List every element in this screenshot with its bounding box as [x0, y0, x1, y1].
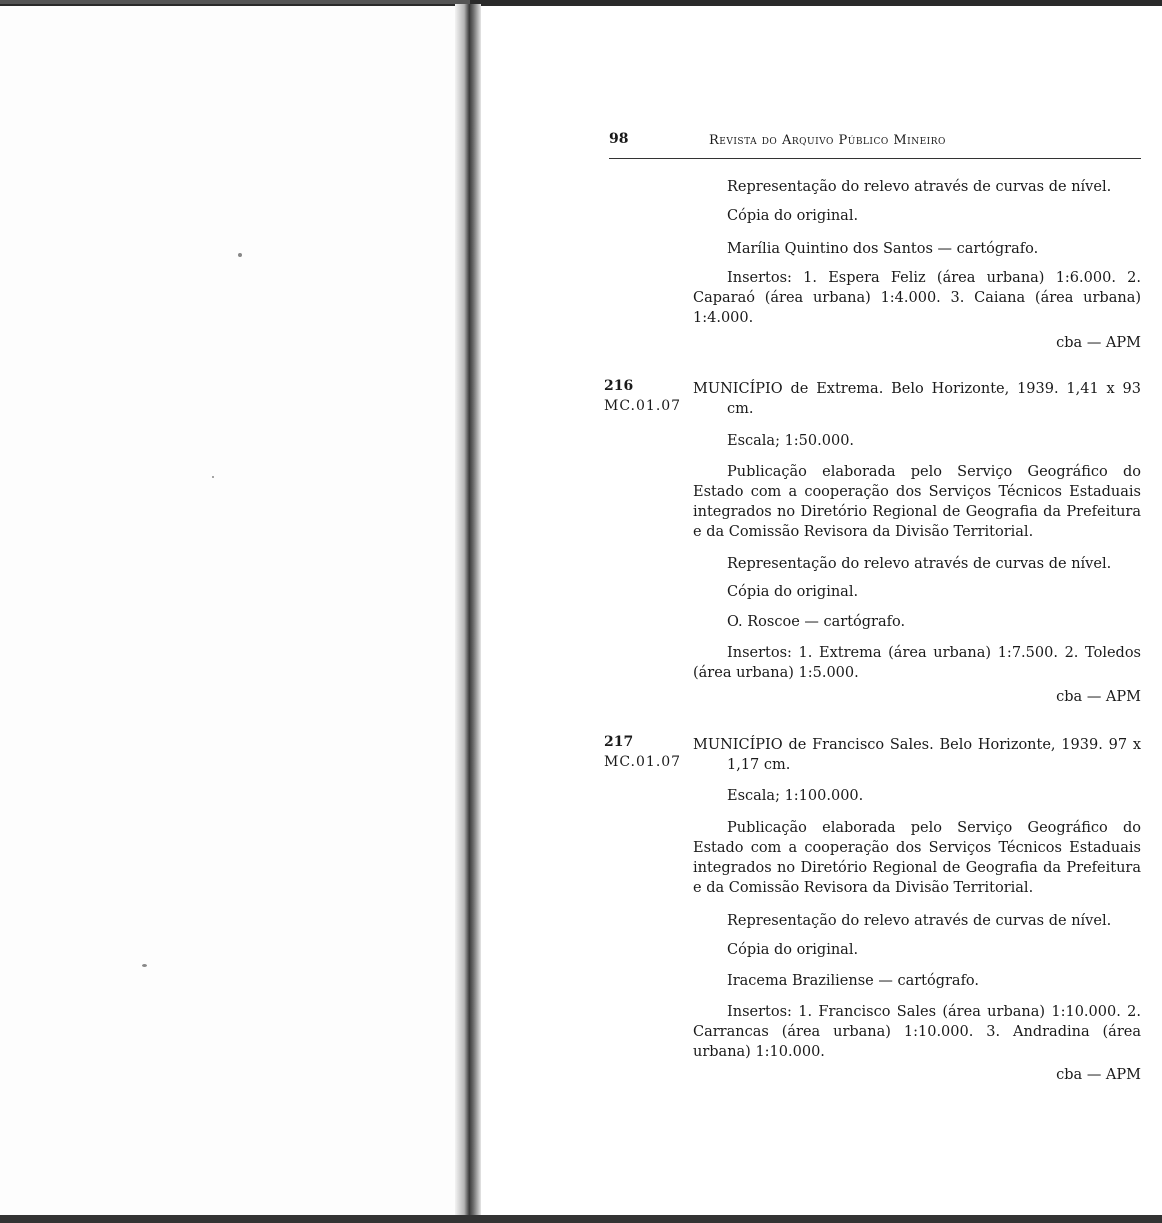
entry-217-title: MUNICÍPIO de Francisco Sales. Belo Horizonte, 1939. 97 x 1,17 cm. [693, 737, 1141, 773]
entry-216-scale: Escala; 1:50.000. [727, 433, 855, 449]
dust-speck [238, 253, 242, 257]
dust-speck [212, 476, 214, 478]
entry-217-code: MC.01.07 [604, 754, 682, 770]
entry-217-publication: Publicação elaborada pelo Serviço Geográfico do Estado com a cooperação dos Serviços Técnicos Estaduais integrados no Diretório Regional de Geografia da Prefeitura e da Comissão Revisora da Divisão Territorial. [693, 820, 1141, 896]
entry-217-source: cba — APM [1056, 1067, 1141, 1083]
entry-216-number: 216 [604, 378, 634, 394]
entry-216-cartographer: O. Roscoe — cartógrafo. [727, 614, 906, 630]
entry-216-code: MC.01.07 [604, 398, 682, 414]
entry-216-relief: Representação do relevo através de curvas de nível. [727, 556, 1112, 572]
running-title: Revista do Arquivo Público Mineiro [709, 133, 946, 148]
continuation-inserts: Insertos: 1. Espera Feliz (área urbana) 1:6.000. 2. Caparaó (área urbana) 1:4.000. 3. Caiana (área urbana) 1:4.000. [693, 270, 1141, 326]
left-blank-page [0, 6, 455, 1215]
dust-speck [142, 964, 147, 967]
scan-bottom-edge [0, 1215, 1162, 1223]
continuation-cartographer: Marília Quintino dos Santos — cartógrafo. [727, 241, 1039, 257]
right-page [481, 6, 1162, 1215]
entry-217-number: 217 [604, 734, 634, 750]
entry-216-inserts: Insertos: 1. Extrema (área urbana) 1:7.500. 2. Toledos (área urbana) 1:5.000. [693, 645, 1141, 681]
page-number: 98 [609, 131, 629, 147]
entry-217-scale: Escala; 1:100.000. [727, 788, 864, 804]
entry-216-copy: Cópia do original. [727, 584, 859, 600]
entry-216-publication: Publicação elaborada pelo Serviço Geográfico do Estado com a cooperação dos Serviços Técnicos Estaduais integrados no Diretório Regional de Geografia da Prefeitura e da Comissão Revisora da Divisão Territorial. [693, 464, 1141, 540]
entry-216-title: MUNICÍPIO de Extrema. Belo Horizonte, 1939. 1,41 x 93 cm. [693, 381, 1141, 417]
entry-217-cartographer: Iracema Braziliense — cartógrafo. [727, 973, 980, 989]
scan-top-edge-left [0, 0, 470, 4]
entry-217-copy: Cópia do original. [727, 942, 859, 958]
entry-217-inserts: Insertos: 1. Francisco Sales (área urbana) 1:10.000. 2. Carrancas (área urbana) 1:10.000. 3. Andradina (área urbana) 1:10.000. [693, 1004, 1141, 1060]
continuation-source: cba — APM [1056, 335, 1141, 351]
continuation-copy: Cópia do original. [727, 208, 859, 224]
entry-216-source: cba — APM [1056, 689, 1141, 705]
continuation-relief: Representação do relevo através de curvas de nível. [727, 179, 1112, 195]
page-header [609, 131, 1141, 159]
entry-217-relief: Representação do relevo através de curvas de nível. [727, 913, 1112, 929]
book-gutter [455, 4, 481, 1215]
